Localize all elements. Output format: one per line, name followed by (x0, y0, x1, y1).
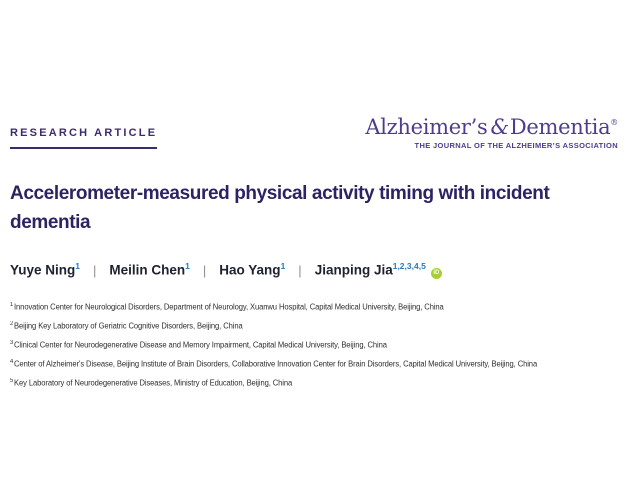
author-separator: | (202, 262, 207, 278)
affiliation-line-4 (10, 354, 596, 373)
journal-tagline: THE JOURNAL OF THE ALZHEIMER’S ASSOCIATION (414, 141, 618, 150)
affiliation-text: Beijing Key Laboratory of Geriatric Cognitive Disorders, Beijing, China (14, 321, 243, 331)
journal-name-prefix: Alzheimer’s (365, 115, 488, 139)
affiliation-line-5 (10, 373, 596, 392)
orcid-icon[interactable]: iD (431, 268, 442, 279)
author-affiliation-sup: 1 (185, 261, 190, 271)
journal-name (365, 110, 618, 140)
affiliation-text: Innovation Center for Neurological Disorders, Department of Neurology, Xuanwu Hospital, Capital Medical University, Beijing, China (14, 302, 444, 312)
journal-ampersand: & (490, 115, 509, 139)
affiliation-text: Key Laboratory of Neurodegenerative Diseases, Ministry of Education, Beijing, China (14, 378, 293, 388)
author-name: Jianping Jia (314, 262, 393, 278)
journal-name-suffix: Dementia (509, 115, 611, 139)
author-affiliation-sup: 1 (280, 261, 286, 271)
affiliation-marker: 4 (10, 359, 14, 366)
affiliation-marker: 5 (10, 378, 14, 385)
author-jianping-jia (315, 261, 442, 279)
article-title: Accelerometer-measured physical activity timing with incident dementia (10, 183, 550, 233)
author-hao-yang (219, 261, 285, 278)
affiliation-text: Clinical Center for Neurodegenerative Disease and Memory Impairment, Capital Medical University, Beijing, China (14, 340, 387, 350)
author-yuye-ning (10, 261, 80, 278)
affiliation-line-3 (10, 335, 596, 354)
author-list (10, 261, 442, 279)
author-meilin-chen (109, 261, 190, 278)
affiliation-line-1 (10, 297, 596, 316)
affiliation-line-2 (10, 316, 596, 335)
section-label: RESEARCH ARTICLE (10, 127, 157, 149)
author-affiliation-sup: 1,2,3,4,5 (392, 261, 426, 271)
author-affiliation-sup: 1 (75, 261, 80, 271)
affiliation-text: Center of Alzheimer's Disease, Beijing Institute of Brain Disorders, Collaborative Innovation Center for Brain Disorders, Capital Medical University, Beijing, China (14, 359, 538, 369)
journal-logo (365, 110, 618, 150)
affiliation-marker: 1 (10, 302, 14, 308)
affiliation-list (10, 297, 627, 392)
author-name: Yuye Ning (10, 262, 76, 278)
author-name: Hao Yang (219, 262, 281, 278)
affiliation-marker: 2 (10, 321, 14, 328)
affiliation-marker: 3 (10, 340, 14, 347)
author-name: Meilin Chen (109, 262, 186, 278)
registered-mark: ® (610, 118, 618, 127)
author-separator: | (298, 262, 302, 278)
author-separator: | (93, 262, 97, 278)
